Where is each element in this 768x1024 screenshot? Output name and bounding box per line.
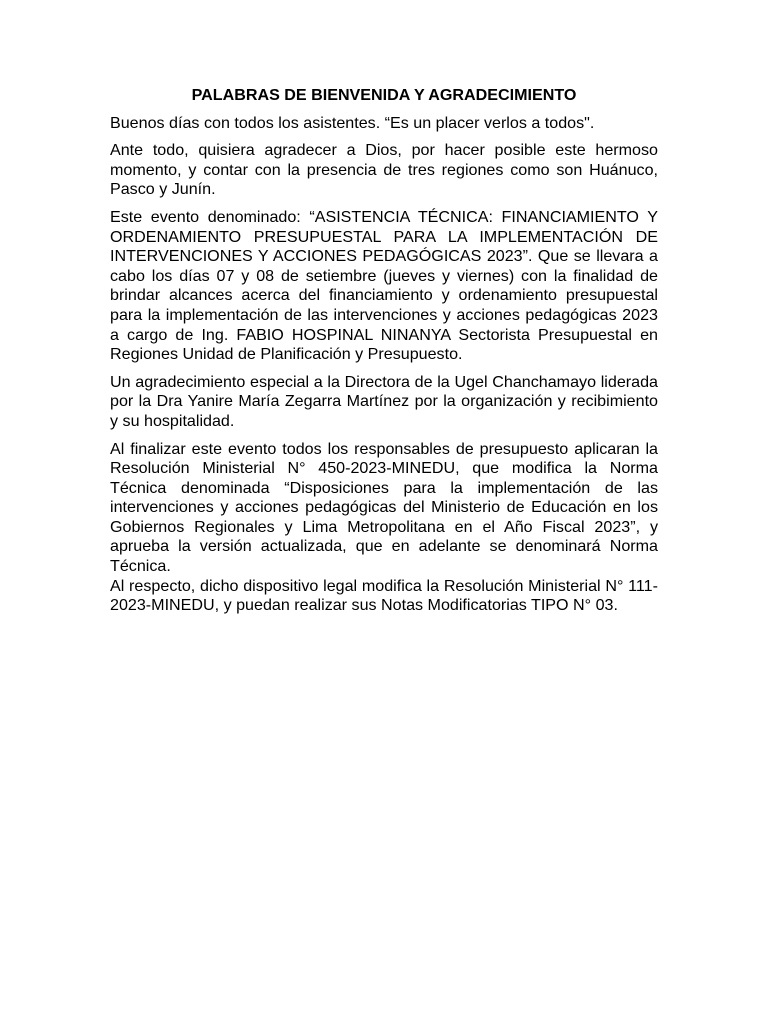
paragraph-special-thanks: Un agradecimiento especial a la Directora de la Ugel Chanchamayo liderada por la Dra Yanire María Zegarra Martínez por la organización y recibimiento y su hospitalidad.: [110, 372, 658, 430]
paragraph-greeting: Buenos días con todos los asistentes. “Es un placer verlos a todos".: [110, 113, 595, 132]
document-title: PALABRAS DE BIENVENIDA Y AGRADECIMIENTO: [191, 86, 577, 104]
paragraph-event-description: Este evento denominado: “ASISTENCIA TÉCNICA: FINANCIAMIENTO Y ORDENAMIENTO PRESUPUESTAL PARA LA IMPLEMENTACIÓN DE INTERVENCIONES Y ACCIONES PEDAGÓGICAS 2023”. Que se llevara a cabo los días 07 y 08 de setiembre (jueves y viernes) con la finalidad de brindar alcances acerca del financiamiento y ordenamiento presupuestal para la implementación de las intervenciones y acciones pedagógicas 2023 a cargo de Ing. FABIO HOSPINAL NINANYA Sectorista Presupuestal en Regiones Unidad de Planificación y Presupuesto.: [110, 207, 658, 364]
paragraph-modification: Al respecto, dicho dispositivo legal modifica la Resolución Ministerial N° 111-2023-MINEDU, y puedan realizar sus Notas Modificatorias TIPO N° 03.: [110, 576, 658, 615]
document-page: [110, 86, 658, 624]
paragraph-thanks-god: Ante todo, quisiera agradecer a Dios, por hacer posible este hermoso momento, y contar con la presencia de tres regiones como son Huánuco, Pasco y Junín.: [110, 141, 658, 199]
paragraph-resolution: Al finalizar este evento todos los responsables de presupuesto aplicaran la Resolución Ministerial N° 450-2023-MINEDU, que modifica la Norma Técnica denominada “Disposiciones para la implementación de las intervenciones y acciones pedagógicas del Ministerio de Educación en los Gobiernos Regionales y Lima Metropolitana en el Año Fiscal 2023”, y aprueba la versión actualizada, que en adelante se denominará Norma Técnica.: [110, 439, 658, 576]
